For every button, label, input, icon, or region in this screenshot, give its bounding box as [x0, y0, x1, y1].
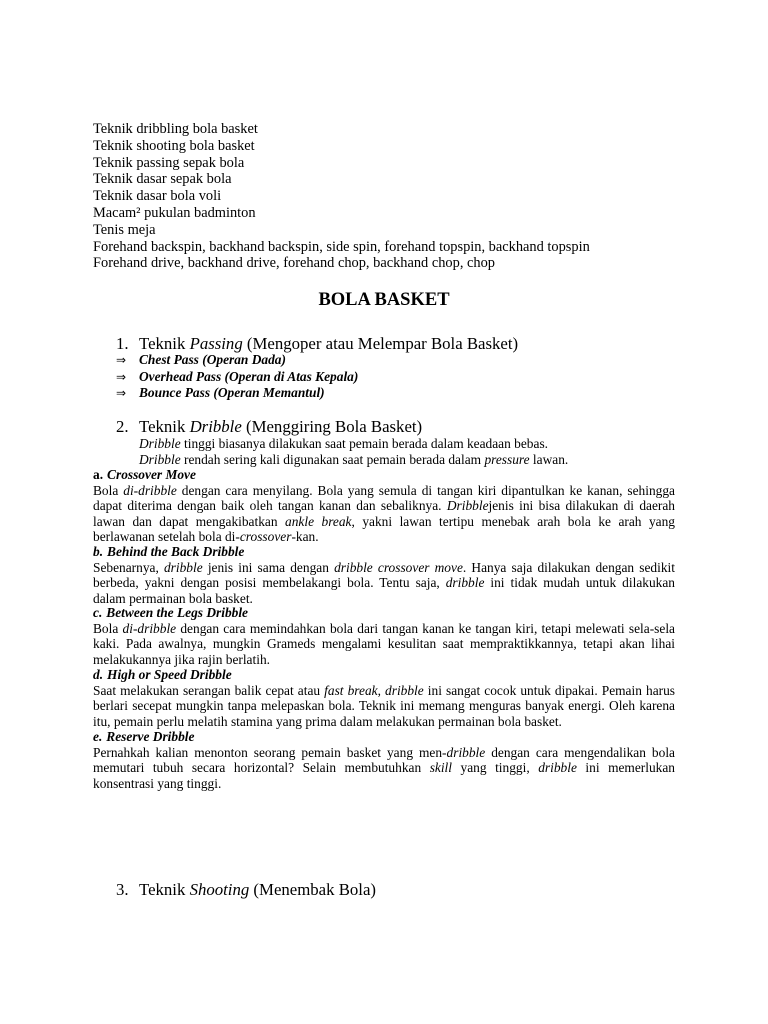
passing-list	[116, 352, 358, 402]
topic-list-item: Forehand drive, backhand drive, forehand chop, backhand chop, chop	[93, 255, 495, 272]
topic-list-item: Teknik shooting bola basket	[93, 137, 255, 154]
subsection-paragraph: Bola di-dribble dengan cara menyilang. Bola yang semula di tangan kiri dipantulkan ke kanan, sehingga dapat diterima dengan baik oleh tangan kanan dan sebaliknya. Dribblejenis ini bisa dilakukan di daerah lawan dan dapat mengakibatkan ankle break, yakni lawan tertipu menebak arah bola ke arah yang berlawanan setelah bola di-crossover-kan.	[93, 482, 676, 544]
subsection-paragraph: Bola di-dribble dengan cara memindahkan bola dari tangan kanan ke tangan kiri, tetapi melewati sela-sela kaki. Pada awalnya, mungkin Grameds mengalami kesulitan saat mempraktikkannya, tetapi akan lihai melakukannya jika rajin berlatih.	[93, 620, 675, 667]
subsection-heading: c. Between the Legs Dribble	[93, 605, 248, 620]
topic-list-item: Teknik passing sepak bola	[93, 154, 245, 171]
topic-list-item: Teknik dasar sepak bola	[93, 171, 232, 188]
section-passing-title	[116, 334, 518, 354]
topic-list	[93, 121, 693, 272]
intro-line: Dribble tinggi biasanya dilakukan saat pemain berada dalam keadaan bebas.	[139, 436, 549, 451]
section-title-text: (Menggiring Bola Basket)	[241, 417, 423, 436]
subsection-crossover	[93, 467, 675, 545]
subsection-paragraph: Sebenarnya, dribble jenis ini sama dengan dribble crossover move. Hanya saja dilakukan dengan sedikit berbeda, yakni dengan posisi membelakangi bola. Tentu saja, dribble ini tidak mudah untuk dilakukan dalam permainan bola basket.	[93, 559, 675, 606]
subsection-heading: d. High or Speed Dribble	[93, 667, 232, 682]
section-number: 2.	[116, 417, 129, 436]
section-shooting-title	[116, 880, 376, 900]
topic-list-item: Forehand backspin, backhand backspin, side spin, forehand topspin, backhand topspin	[93, 238, 590, 255]
section-title-text: Teknik	[139, 880, 190, 899]
subsection-heading: e. Reserve Dribble	[93, 729, 195, 744]
topic-list-item: Tenis meja	[93, 221, 156, 238]
subsection-speed	[93, 667, 675, 729]
page-heading: BOLA BASKET	[318, 290, 450, 310]
arrow-icon: ⇒	[116, 369, 127, 384]
section-number: 3.	[116, 880, 129, 899]
subsection-reserve	[93, 729, 675, 791]
section-title-emphasis: Shooting	[189, 880, 250, 899]
list-item: ⇒ Chest Pass (Operan Dada)	[116, 352, 286, 367]
subsection-between-legs	[93, 605, 675, 667]
section-title-text: (Mengoper atau Melempar Bola Basket)	[242, 334, 519, 353]
dribble-intro	[139, 436, 568, 467]
subsection-heading: b. Behind the Back Dribble	[93, 544, 245, 559]
subsection-heading: a. Crossover Move	[93, 467, 196, 482]
section-title-text: (Menembak Bola)	[249, 880, 376, 899]
topic-list-item: Macam² pukulan badminton	[93, 204, 256, 221]
section-dribble-title	[116, 417, 422, 437]
subsection-paragraph: Saat melakukan serangan balik cepat atau fast break, dribble ini sangat cocok untuk dipakai. Pemain harus berlari secepat mungkin tanpa melepaskan bola. Teknik ini memang menguras banyak energi. Oleh karena itu, pemain perlu melatih stamina yang prima dalam melakukan permainan bola basket.	[93, 682, 675, 729]
subsection-behind-back	[93, 544, 675, 606]
list-item: ⇒ Overhead Pass (Operan di Atas Kepala)	[116, 368, 359, 384]
arrow-icon: ⇒	[116, 353, 127, 367]
section-title-text: Teknik	[139, 417, 190, 436]
subsection-paragraph: Pernahkah kalian menonton seorang pemain basket yang men-dribble dengan cara mengendalikan bola memutari tubuh secara horizontal? Selain membutuhkan skill yang tinggi, dribble ini memerlukan konsentrasi yang tinggi.	[93, 744, 675, 791]
section-title-emphasis: Passing	[189, 334, 243, 353]
section-number: 1.	[116, 334, 129, 353]
topic-list-item: Teknik dribbling bola basket	[93, 121, 258, 137]
intro-line: Dribble rendah sering kali digunakan saat pemain berada dalam pressure lawan.	[139, 451, 569, 467]
arrow-icon: ⇒	[116, 386, 127, 401]
section-title-text: Teknik	[139, 334, 190, 353]
section-title-emphasis: Dribble	[189, 417, 242, 436]
list-item: ⇒ Bounce Pass (Operan Memantul)	[116, 385, 325, 401]
topic-list-item: Teknik dasar bola voli	[93, 188, 222, 205]
